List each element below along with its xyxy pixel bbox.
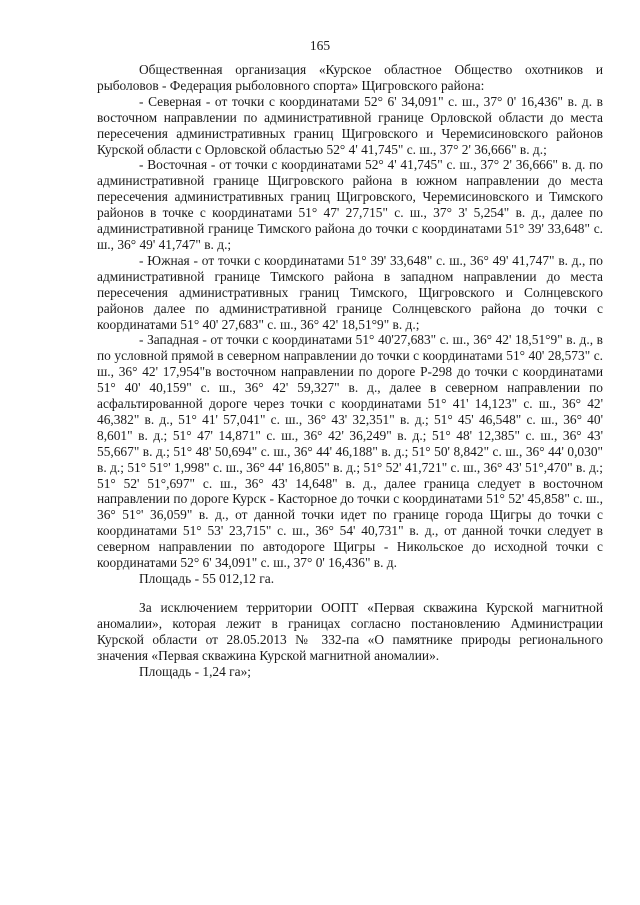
- northern-boundary-paragraph: - Северная - от точки с координатами 52° 6' 34,091" с. ш., 37° 0' 16,436" в. д. в восточном направлении по административной границе Орловской области до места пересечения административных границ Щигровского и Черемисиновского районов Курской области с Орловской областью 52° 4' 41,745" с. ш., 37° 2' 36,666" в. д.;: [97, 93, 603, 157]
- excluded-area-paragraph: Площадь - 1,24 га»;: [139, 663, 252, 679]
- area-paragraph: Площадь - 55 012,12 га.: [139, 571, 275, 586]
- southern-boundary-paragraph: - Южная - от точки с координатами 51° 39' 33,648" с. ш., 36° 49' 41,747" в. д., по административной границе Тимского района в западном направлении до места пересечения административных границ Тимского, Щигровского и Солнцевского районов далее по административной границе Солнцевского района до точки с координатами 51° 40' 27,683" с. ш., 36° 42' 18,51°9" в. д.;: [97, 252, 603, 332]
- page-number: 165: [309, 38, 331, 53]
- organization-heading-paragraph: Общественная организация «Курское областное Общество охотников и рыболовов - Федерация рыболовного спорта» Щигровского района:: [97, 62, 603, 93]
- document-body: [97, 62, 603, 679]
- eastern-boundary-paragraph: - Восточная - от точки с координатами 52° 4' 41,745" с. ш., 37° 2' 36,666" в. д. по административной границе Щигровского района в южном направлении до места пересечения административных границ Щигровского, Черемисиновского и Тимского районов в точке с координатами 51° 47' 27,715" с. ш., 37° 3' 5,254" в. д., далее по административной границе Тимского района до точки с координатами 51° 39' 33,648" с. ш., 36° 49' 41,747" в. д.;: [97, 157, 603, 252]
- exclusion-paragraph: За исключением территории ООПТ «Первая скважина Курской магнитной аномалии», которая лежит в границах согласно постановлению Администрации Курской области от 28.05.2013 № 332-па «О памятнике природы регионального значения «Первая скважина Курской магнитной аномалии».: [97, 599, 603, 663]
- western-boundary-paragraph: - Западная - от точки с координатами 51° 40'27,683" с. ш., 36° 42' 18,51°9" в. д., в по условной прямой в северном направлении до точки с координатами 51° 40' 28,573" с. ш., 36° 42' 17,954"в восточном направлении по дороге Р-298 до точки с координатами 51° 40' 40,159" с. ш., 36° 42' 59,327" в. д., далее в северном направлении по асфальтированной дороге через точки с координатами 51° 41' 14,123" с. ш., 36° 42' 46,382" в. д., 51° 41' 57,041" с. ш., 36° 43' 32,351" в. д.; 51° 45' 46,548" с. ш., 36° 40' 8,601" в. д.; 51° 47' 14,871" с. ш., 36° 42' 36,249" в. д.; 51° 48' 12,385" с. ш., 36° 43' 55,667" в. д.; 51° 48' 50,694" с. ш., 36° 44' 46,188" в. д.; 51° 50' 8,842" с. ш., 36° 44' 0,030" в. д.; 51° 51°' 1,998" с. ш., 36° 44' 16,805" в. д.; 51° 52' 41,721" с. ш., 36° 43' 51°,470" в. д.; 51° 52' 51°,697" с. ш., 36° 43' 14,648" в. д., далее граница следует в восточном направлении по дороге Курск - Касторное до точки с координатами 51° 52' 45,858" с. ш., 36° 51°' 36,059" в. д., от данной точки идет по границе города Щигры до точки с координатами 51° 53' 23,715" с. ш., 36° 54' 40,731" в. д., от данной точки следует в северном направлении по автодороге Щигры - Никольское до исходной точки с координатами 52° 6' 34,091" с. ш., 37° 0' 16,436" в. д.: [97, 332, 603, 571]
